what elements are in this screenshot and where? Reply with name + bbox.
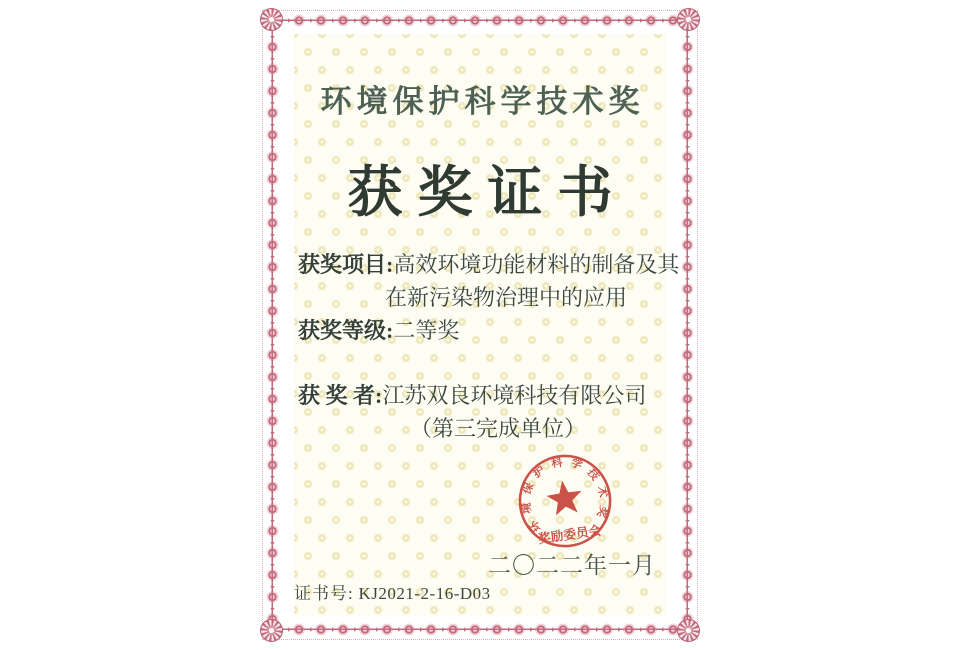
red-star-icon [545, 478, 585, 516]
winner-row [298, 383, 646, 409]
project-value-line1: 高效环境功能材料的制备及其 [393, 252, 680, 277]
winner-note-row [410, 416, 586, 442]
certificate-content [250, 6, 710, 644]
certificate-number-label: 证书号: [294, 584, 354, 603]
certificate [250, 6, 710, 644]
project-value-line2: 在新污染物治理中的应用 [385, 285, 628, 310]
certificate-number [294, 579, 491, 604]
award-name: 环境保护科学技术奖 [320, 84, 645, 119]
winner-value: 江苏双良环境科技有限公司 [382, 383, 647, 408]
seal-arc-text: 环境保护科学技术奖 [520, 455, 611, 534]
seal-graphic [510, 446, 621, 557]
winner-label: 获 奖 者: [298, 383, 383, 408]
project-label: 获奖项目: [298, 252, 394, 277]
winner-note: （第三完成单位） [410, 416, 587, 441]
certificate-number-value: KJ2021-2-16-D03 [358, 584, 491, 603]
grade-row [298, 318, 459, 344]
certificate-title: 获奖证书 [347, 162, 628, 223]
grade-label: 获奖等级: [298, 318, 394, 343]
certificate-fields [298, 252, 694, 452]
project-row-continued [385, 285, 627, 311]
issue-date: 二〇二二年一月 [488, 553, 656, 578]
seal-bottom-text: 奖励委员会 [537, 523, 603, 547]
grade-value: 二等奖 [393, 318, 460, 343]
award-committee-seal [510, 446, 621, 557]
project-row [298, 252, 679, 278]
